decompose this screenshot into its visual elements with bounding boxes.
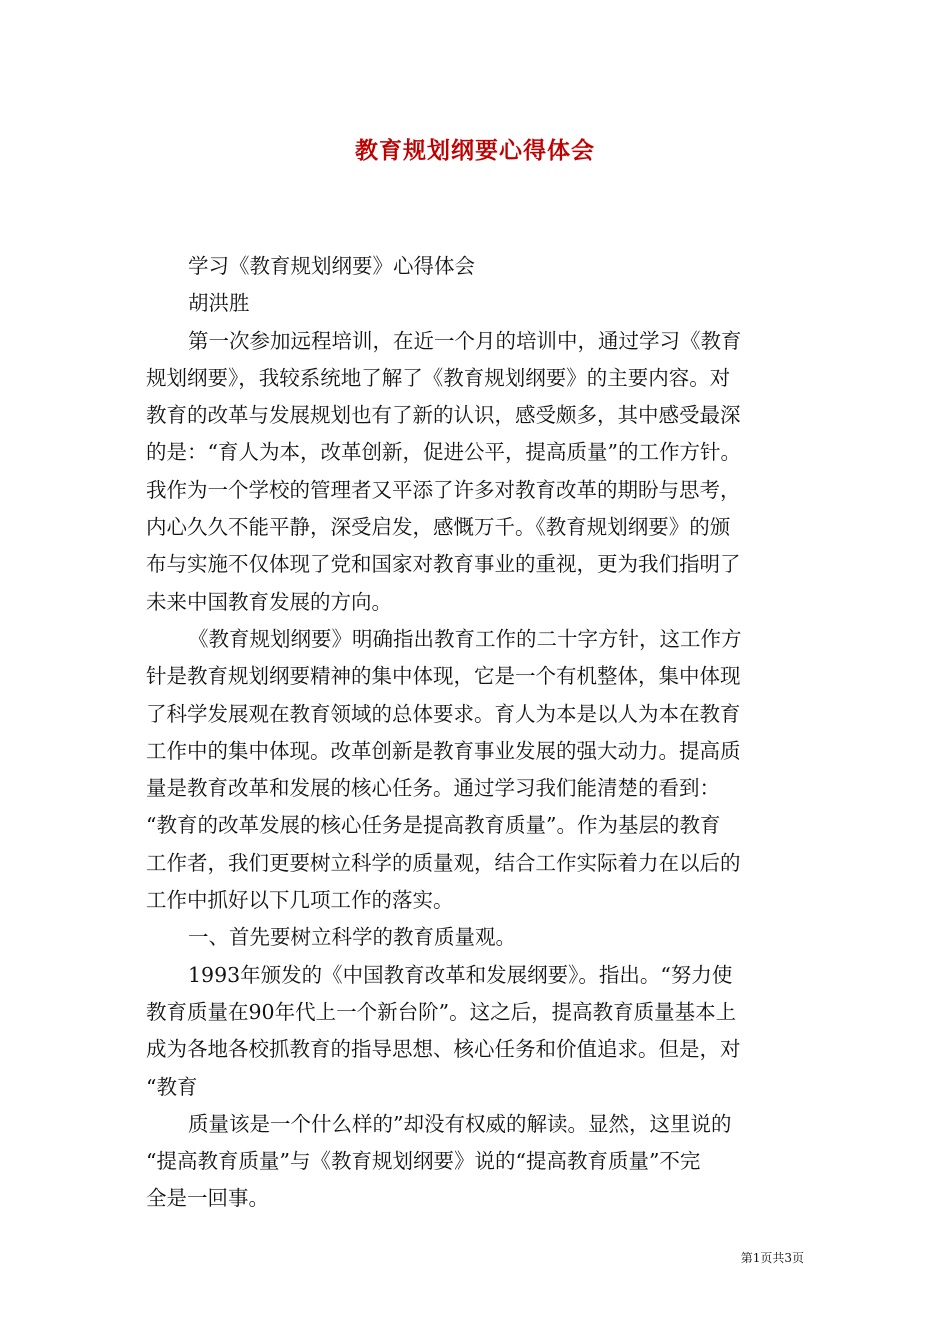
text-line: 1993年颁发的《中国教育改革和发展纲要》。指出。“努力使 xyxy=(188,962,733,987)
text-line: 内心久久不能平静，深受启发，感慨万千。《教育规划纲要》的颁 xyxy=(146,515,731,540)
text-line: 工作中抓好以下几项工作的落实。 xyxy=(146,888,454,913)
text-line: 全是一回事。 xyxy=(146,1186,269,1211)
text-line: 质量该是一个什么样的”却没有权威的解读。显然，这里说的 xyxy=(188,1111,732,1136)
text-line: 规划纲要》，我较系统地了解了《教育规划纲要》的主要内容。对 xyxy=(146,365,731,390)
text-line: 的是：“育人为本，改革创新，促进公平，提高质量”的工作方针。 xyxy=(146,440,741,465)
document-body xyxy=(146,248,808,1218)
text-line: 量是教育改革和发展的核心任务。通过学习我们能清楚的看到： xyxy=(146,776,720,801)
text-line: 我作为一个学校的管理者又平添了许多对教育改革的期盼与思考， xyxy=(146,477,741,502)
text-line: 胡洪胜 xyxy=(188,291,250,316)
text-line: 工作者，我们更要树立科学的质量观，结合工作实际着力在以后的 xyxy=(146,850,741,875)
document-title: 教育规划纲要心得体会 xyxy=(355,138,595,164)
page-number-footer: 第1页共3页 xyxy=(740,1251,804,1265)
text-line: 第一次参加远程培训，在近一个月的培训中，通过学习《教育 xyxy=(188,328,742,353)
text-line: 学习《教育规划纲要》心得体会 xyxy=(188,254,475,278)
text-line: “教育的改革发展的核心任务是提高教育质量”。作为基层的教育 xyxy=(146,813,721,838)
text-line: 布与实施不仅体现了党和国家对教育事业的重视，更为我们指明了 xyxy=(146,552,741,577)
text-line: 教育质量在90年代上一个新台阶”。这之后，提高教育质量基本上 xyxy=(146,999,737,1024)
text-line: 工作中的集中体现。改革创新是教育事业发展的强大动力。提高质 xyxy=(146,738,741,763)
text-line: 教育的改革与发展规划也有了新的认识，感受颇多，其中感受最深 xyxy=(146,403,741,428)
text-line: “提高教育质量”与《教育规划纲要》说的“提高教育质量”不完 xyxy=(146,1149,701,1174)
text-line: 一、首先要树立科学的教育质量观。 xyxy=(188,925,516,950)
text-line: 了科学发展观在教育领域的总体要求。育人为本是以人为本在教育 xyxy=(146,701,741,726)
text-line: 针是教育规划纲要精神的集中体现，它是一个有机整体，集中体现 xyxy=(146,664,741,689)
text-line: 《教育规划纲要》明确指出教育工作的二十字方针，这工作方 xyxy=(188,626,742,651)
text-line: 未来中国教育发展的方向。 xyxy=(146,589,392,614)
text-line: “教育 xyxy=(146,1074,198,1099)
text-line: 成为各地各校抓教育的指导思想、核心任务和价值追求。但是，对 xyxy=(146,1037,741,1062)
